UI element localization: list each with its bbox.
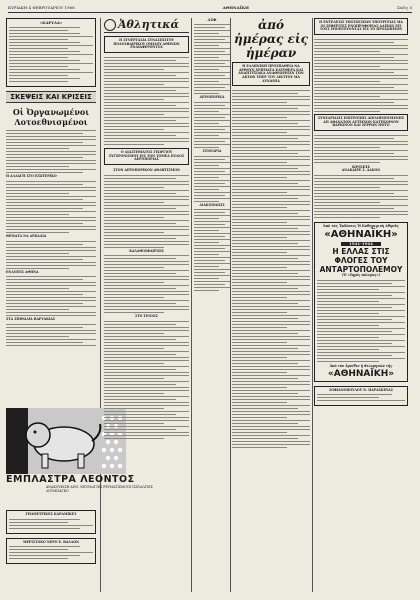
column-2 — [104, 18, 189, 594]
column-1 — [6, 18, 96, 404]
announcement-name: ΑΝΑΚΑΙΡΕ Σ. ΔΑΚΟΝ — [341, 168, 381, 173]
column-3-note: ΔΙΑΚΟΙΝΩΣΙΣ — [199, 202, 225, 207]
running-header — [8, 2, 412, 13]
plaster-ad-title: ΕΜΠΛΑΣΤΡΑ ΛΕΟΝΤΟΣ — [6, 474, 135, 485]
column-rule — [100, 18, 101, 592]
column-5 — [314, 18, 408, 594]
column-3-note: ΑΕΡΟΠΟΡΙΚΑ — [199, 95, 225, 100]
bottom-ad-1 — [6, 510, 96, 568]
sports-logo — [104, 18, 189, 33]
section-krisis: ΚΡΙΣΕΙΣ — [352, 164, 370, 170]
sports-headline-box — [104, 36, 189, 53]
bottom-ad-title: ΜΕΡΙΣΤΟΚΟ ΝΕΡΟ Ε. ΒΑΛΛΩΝ — [22, 539, 80, 544]
header-paper-name: ΑΘΗΝΑΪΚΗ — [222, 4, 249, 10]
shop-ad-title: «ΚΑΡΥΔΑ» — [39, 20, 63, 25]
bottom-ad-title: ΓΕΩΜΕΤΡΙΚΕΣ ΚΑΡΑΜΙΚΕΣ — [25, 512, 77, 516]
book-ad-bottom: Ἀπὸ τὸν Ἀρνίθιο ἢ Φιλομηνῶν τῆς — [329, 363, 393, 368]
article-headline: Οἱ Ὀργανωμένοι Λοτοεθνισμένοι — [12, 107, 90, 128]
sports-subheading: ΚΑΛΑΘΟΣΦΑΙΡΙΣΙΣ — [129, 248, 164, 253]
footer-ad-title: ΣΟΦΙΑΝΟΠΟΥΛΟΥ Ν. ΠΑΡΑΣΚΕΥΑΣ — [328, 387, 394, 392]
sports-headline: Ο ΔΙΑΣΤΗΜΑΤΟΣ ΓΕΩΡΓΙΟΥ ΣΥΓΧΡΟΝΙΣΜΟΥ ΕΙΣ ΤΟΝ ΤΟΜΕΑ ΠΟΔΟΣ ΑΕΡΟΠΟΡΙΑΣ — [108, 150, 185, 162]
column-4 — [232, 18, 310, 594]
book-ad-sub: (Ὁ «Ξηρὸς πόλεμος») — [342, 273, 380, 278]
subheading: ΣΤΑ ΣΠΙΘΑΛΙΑ ΒΑΡΥΑΚΙΑΣ — [6, 317, 56, 322]
book-ad-brand: «ΑΘΗΝΑΪΚΗ» — [324, 228, 398, 240]
subheading: ΘΕΜΑΤΑ ΝΑ ΑΡΚΑΔΙΑ — [6, 234, 47, 239]
subheading: Η ΑΛΛΑΓΗ ΣΤΟ ΕΞΩΤΕΡΙΚΟ — [6, 174, 57, 179]
header-date: ΚΥΡΙΑΚΗ 4 ΦΕΒΡΟΥΑΡΙΟΥ 1968 — [8, 4, 75, 10]
column-5-headline-box — [314, 114, 408, 131]
column-3-title: ΑΣΦ — [207, 18, 217, 22]
footer-ad — [314, 386, 408, 407]
sports-headline: Η ΣΥΝΕΡΓΑΣΙΑ ΣΥΝΑΣΠΙΣΤΟΥ ΠΟΔΟΣΦΑΙΡΙΚΟΥ ΟΜΙΛΟΥ ΑΘΗΝΩΝ ΕΝΔΙΑΦΕΡΟΝΤΟΣ — [113, 38, 180, 50]
column-3-note: ΣΥΝΕΔΡΙΑ — [202, 149, 222, 154]
book-ad-brand-2: «ΑΘΗΝΑΪΚΗ» — [327, 368, 395, 379]
sports-logo-text: Ἀθλητικά — [118, 18, 180, 31]
header-page-number: Σελὶς 5 — [396, 4, 412, 10]
section-title: ΣΚΕΨΕΙΣ ΚΑΙ ΚΡΙΣΕΙΣ — [6, 91, 96, 103]
column-banner: ἀπό ἡμέρας εἰς ἡμέραν — [234, 18, 308, 60]
ball-icon — [104, 19, 116, 31]
book-ad-years: 1941-1944 — [341, 242, 381, 247]
column-3 — [194, 18, 230, 594]
shop-ad-box — [6, 18, 96, 87]
sports-subheading: ΣΤΟΝ ΑΕΡΟΠΟΡΙΚΟΝ ΑΘΛΗΤΙΣΜΟΝ — [113, 168, 180, 173]
column-rule — [312, 18, 313, 592]
book-ad-headline: Η ΕΛΛΑΣ ΣΤΙΣ ΦΛΟΓΕΣ ΤΟΥ ΑΝΤΑΡΤΟΠΟΛΕΜΟΥ — [319, 247, 403, 274]
book-ad — [314, 222, 408, 381]
sports-subheading: ΣΤΟ ΤΕΝΝΙΣ — [135, 314, 158, 319]
column-rule — [191, 18, 192, 592]
column-4-headline: Η ΕΛΛΗΝΙΚΗ ΠΡΟΣΠΑΘΕΙΑ ΝΑ ΑΡΘΟΥΝ ΧΡΗΜΑΤΑ ΕΛΕΥΘΕΡΑ ΚΑΙ ΑΝΑΠΤΥΞΙΑΚΑ ΑΝΑΘΕΩΡΗΣΙΝ ΤΩΝ ΑΚΤΩΝ ΥΠΕΡ ΤΟΥ ΔΙΚΤΥΟΥ ΜΑ ΔΥΝΑΜΙΑ — [238, 64, 304, 83]
column-5-headline: Η ΕΝΤΕΛΕΣΙΣ ΥΠΟΣΧΕΣΕΩΝ ΥΠΟΥΡΓΕΙΑΣ ΜΑ ΟΙ ΣΕΦΕΡΙΤΕΣ ΕΝΟΠΡΟΦΟΡΙΑΣ ΑΔΕΙΩΝ ΕΙΣ ΤΟΥΣ ΥΠΟΠΤΕΥΟΝΤΑΣ ΕΙΣ ΤΟ ΠΡΟΣΩΠΕΙΟΝ — [319, 20, 403, 32]
book-ad-top: Ἀπὸ τὰς Ἐκδόσεις Ἡ Καθημερινὴ Αθηνᾶς — [323, 224, 399, 229]
subheading: ΕΝΔΟΞΟΣ ΑΘΗΝΑ — [6, 269, 39, 274]
sports-headline-box — [104, 148, 189, 165]
plaster-ad-note: ΑΝΑΚΟΥΦΙΣΗ ΑΠΟ: ΝΕΥΡΑΛΓΙΕΣ ΡΕΥΜΑΤΙΣΜΟΥΣ ΙΣΧΥΑΛΓΙΕΣ ΛΟΥΜΠΑΓΚΟ — [46, 485, 153, 493]
column-5-headline: ΣΥΝΕΔΡΙΑΣΙΣ ΕΠΙΤΡΟΠΗΣ ΑΠΟΔΗΜΟΥΜΕΝΗΣ ΑΠ ΑΘΑΝΑΤΩΝ ΑΥΤΕΙΝΩΝ ΚΑΤΕΚΟΙΝΟΝ ΒΑΡΚΙΝΟΝ ΚΑΙ ΣΕΡΡΩΝ ΜΟΤΟ — [317, 116, 405, 128]
column-rule — [230, 18, 231, 592]
column-5-headline-box — [314, 18, 408, 35]
column-4-headline-box — [232, 62, 310, 86]
